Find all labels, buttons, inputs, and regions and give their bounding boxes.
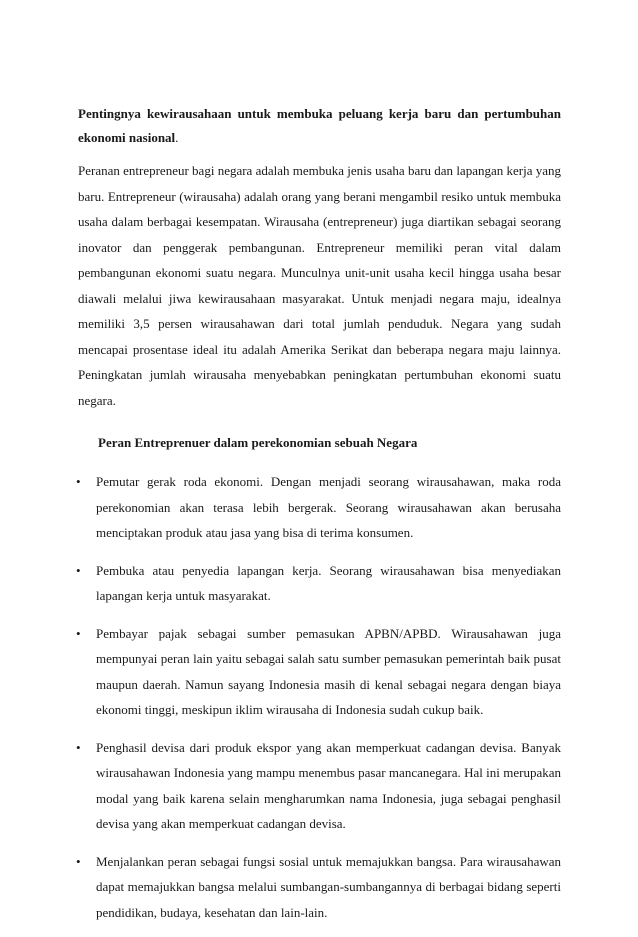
- list-item-text: Pemutar gerak roda ekonomi. Dengan menjadi seorang wirausahawan, maka roda perekonomian akan terasa lebih bergerak. Seorang wirausahawan akan berusaha menciptakan produk atau jasa yang bisa di terima konsumen.: [96, 474, 561, 540]
- list-item-text: Penghasil devisa dari produk ekspor yang akan memperkuat cadangan devisa. Banyak wirausahawan Indonesia yang mampu menembus pasar mancanegara. Hal ini merupakan modal yang baik karena selain mengharumkan nama Indonesia, juga sebagai penghasil devisa yang akan memperkuat cadangan devisa.: [96, 739, 561, 831]
- bullet-list: [78, 469, 561, 925]
- list-item: [78, 735, 561, 837]
- section-heading-text: Pentingnya kewirausahaan untuk membuka peluang kerja baru dan pertumbuhan ekonomi nasional: [78, 106, 561, 145]
- section-heading: [78, 102, 561, 150]
- list-item: [78, 621, 561, 723]
- section-heading-period: .: [175, 130, 179, 145]
- bullet-icon: •: [76, 739, 81, 755]
- bullet-icon: •: [76, 625, 81, 641]
- bullet-icon: •: [76, 562, 81, 578]
- subheading: Peran Entreprenuer dalam perekonomian sebuah Negara: [98, 435, 418, 450]
- bullet-icon: •: [76, 853, 81, 869]
- list-item-text: Pembayar pajak sebagai sumber pemasukan APBN/APBD. Wirausahawan juga mempunyai peran lain yaitu sebagai salah satu sumber pemasukan pemerintah baik pusat maupun daerah. Namun sayang Indonesia masih di kenal sebagai negara dengan biaya ekonomi tinggi, meskipun iklim wirausaha di Indonesia sudah cukup baik.: [96, 625, 561, 717]
- list-item: [78, 558, 561, 609]
- list-item: [78, 469, 561, 546]
- list-item: [78, 849, 561, 926]
- bullet-icon: •: [76, 474, 81, 489]
- list-item-text: Menjalankan peran sebagai fungsi sosial untuk memajukkan bangsa. Para wirausahawan dapat memajukkan bangsa melalui sumbangan-sumbangannya di berbagai bidang seperti pendidikan, budaya, kesehatan dan lain-lain.: [96, 853, 561, 920]
- list-item-text: Pembuka atau penyedia lapangan kerja. Seorang wirausahawan bisa menyediakan lapangan kerja untuk masyarakat.: [96, 562, 561, 603]
- intro-paragraph: Peranan entrepreneur bagi negara adalah membuka jenis usaha baru dan lapangan kerja yang baru. Entrepreneur (wirausaha) adalah orang yang berani mengambil resiko untuk membuka usaha dalam berbagai kesempatan. Wirausaha (entrepreneur) juga diartikan sebagai seorang inovator dan penggerak pembangunan. Entrepreneur memiliki peran vital dalam pembangunan ekonomi suatu negara. Munculnya unit-unit usaha kecil hingga usaha besar diawali melalui jiwa kewirausahaan masyarakat. Untuk menjadi negara maju, idealnya memiliki 3,5 persen wirausahawan dari total jumlah penduduk. Negara yang sudah mencapai prosentase ideal itu adalah Amerika Serikat dan beberapa negara maju lainnya. Peningkatan jumlah wirausaha menyebabkan peningkatan pertumbuhan ekonomi suatu negara.: [78, 163, 561, 408]
- document-page: [78, 102, 561, 937]
